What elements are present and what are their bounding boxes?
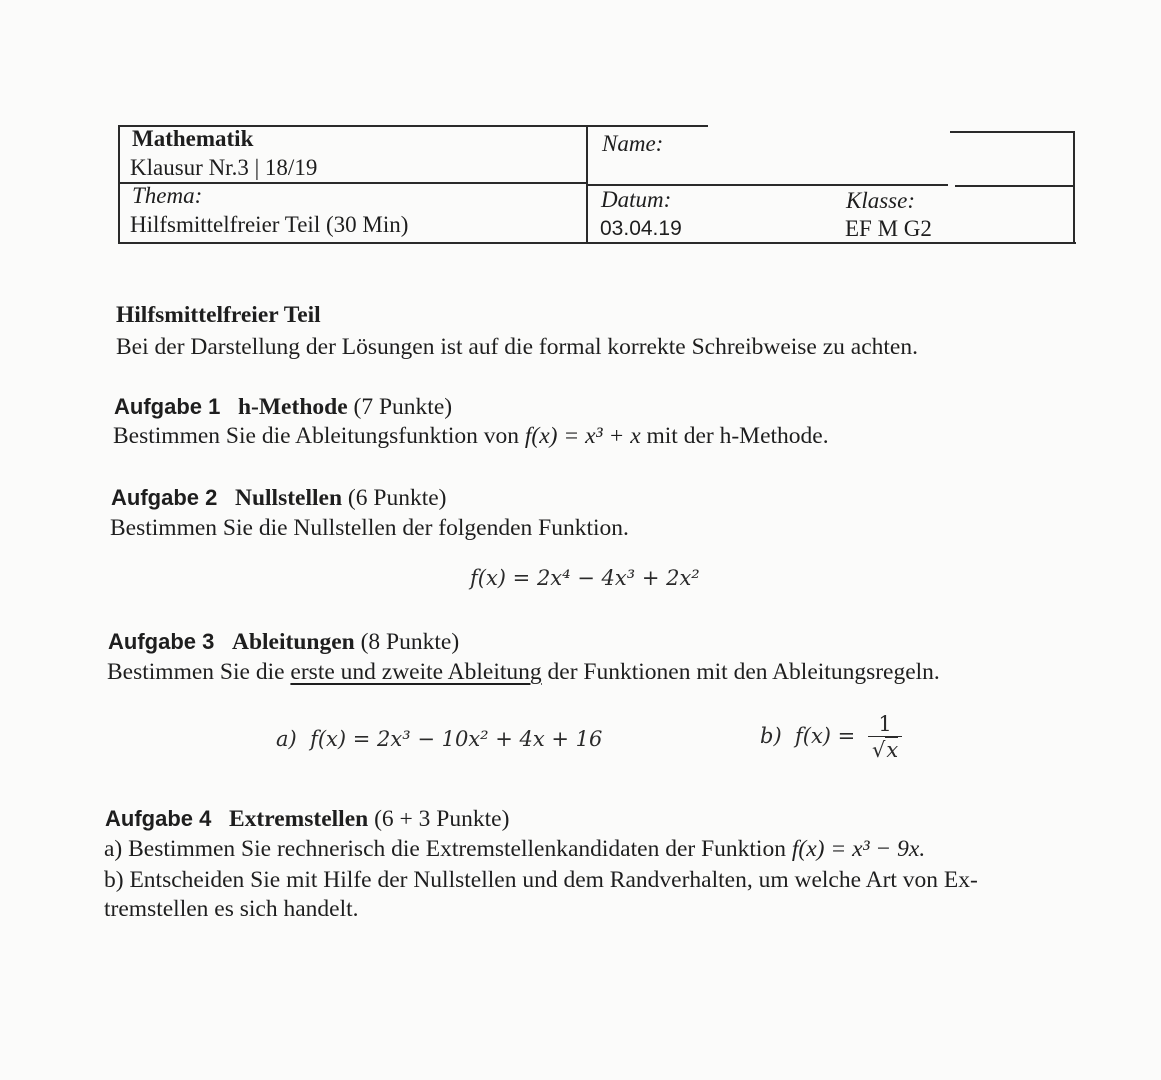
subject: Mathematik: [132, 126, 254, 151]
task-4-line-c: tremstellen es sich handelt.: [104, 896, 359, 922]
task-3-underlined: erste und zweite Ableitung: [290, 659, 542, 685]
task-1-formula: f(x) = x³ + x: [524, 423, 641, 449]
exam-number: Klausur Nr.3 | 18/19: [130, 155, 318, 180]
class-label: Klasse:: [846, 188, 915, 213]
task-4-label: Aufgabe 4: [105, 806, 212, 831]
task-4-topic: Extremstellen: [228, 806, 369, 832]
task-3-points: (8 Punkte): [360, 629, 460, 655]
task-1-text: Bestimmen Sie die Ableitungsfunktion von f(x) = x³ + x mit der h-Methode.: [113, 423, 829, 449]
task-3-formula-a: a) f(x) = 2x³ − 10x² + 4x + 16: [276, 727, 603, 751]
intro-text: Bei der Darstellung der Lösungen ist auf die formal korrekte Schreibweise zu achten.: [116, 334, 918, 360]
task-3-label: Aufgabe 3: [108, 629, 215, 654]
task-2-text: Bestimmen Sie die Nullstellen der folgenden Funktion.: [110, 515, 629, 541]
task-2-formula: f(x) = 2x⁴ − 4x³ + 2x²: [470, 566, 700, 590]
task-1-topic: h-Methode: [237, 394, 348, 420]
task-2-points: (6 Punkte): [347, 485, 447, 511]
fraction: $\frac{1}{√x}$: [868, 712, 902, 763]
task-4-points: (6 + 3 Punkte): [374, 806, 510, 832]
name-label: Name:: [602, 131, 664, 156]
task-2-label: Aufgabe 2: [111, 485, 218, 510]
task-4-formula: f(x) = x³ − 9x.: [791, 836, 926, 862]
header-table: [118, 125, 1076, 246]
date-value: 03.04.19: [600, 217, 682, 240]
task-1-heading: [114, 392, 452, 422]
task-3-heading: [108, 627, 459, 657]
task-4-heading: [105, 804, 509, 834]
task-1-label: Aufgabe 1: [114, 394, 221, 419]
task-4-line-b: b) Entscheiden Sie mit Hilfe der Nullstellen und dem Randverhalten, um welche Art von Ex-: [104, 867, 978, 893]
topic-label: Thema:: [132, 183, 203, 208]
class-value: EF M G2: [845, 216, 932, 241]
topic-value: Hilfsmittelfreier Teil (30 Min): [130, 212, 409, 237]
task-2-heading: [111, 483, 446, 513]
task-1-points: (7 Punkte): [353, 394, 453, 420]
intro-title: Hilfsmittelfreier Teil: [116, 302, 321, 328]
task-4-line-a: a) Bestimmen Sie rechnerisch die Extremstellenkandidaten der Funktion f(x) = x³ − 9x.: [104, 836, 926, 862]
task-2-topic: Nullstellen: [234, 485, 343, 511]
date-label: Datum:: [601, 187, 672, 212]
task-3-formula-b: b) f(x) = $\frac{1}{√x}$: [760, 712, 902, 763]
task-3-text: Bestimmen Sie die erste und zweite Ableitung der Funktionen mit den Ableitungsregeln.: [107, 659, 940, 685]
task-3-topic: Ableitungen: [231, 629, 355, 655]
